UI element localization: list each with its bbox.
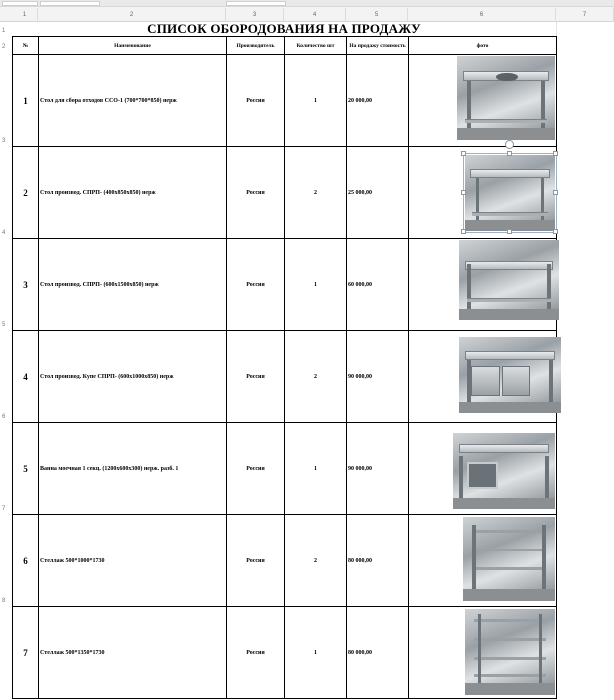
cell-price[interactable]: 20 000,00 <box>347 55 409 147</box>
table-with-waste-hole-photo[interactable] <box>457 56 555 140</box>
cell-num[interactable]: 7 <box>13 607 39 699</box>
cell-price[interactable]: 90 000,00 <box>347 423 409 515</box>
row-number[interactable]: 7 <box>2 506 6 512</box>
resize-handle[interactable] <box>461 190 466 195</box>
row-number[interactable]: 4 <box>2 230 6 236</box>
cell-origin[interactable]: Россия <box>227 515 285 607</box>
cell-price[interactable]: 90 000,00 <box>347 331 409 423</box>
resize-handle[interactable] <box>507 151 512 156</box>
cell-origin[interactable]: Россия <box>227 55 285 147</box>
cell-num[interactable]: 1 <box>13 55 39 147</box>
header-num[interactable]: № <box>13 37 39 55</box>
column-letter[interactable]: 5 <box>346 8 408 22</box>
steel-rack-photo[interactable] <box>463 517 555 601</box>
tall-steel-rack-photo[interactable] <box>465 609 555 695</box>
header-name[interactable]: Наименование <box>39 37 227 55</box>
cell-name[interactable]: Стеллаж 500*1350*1730 <box>39 607 227 699</box>
toolbar-segment[interactable] <box>226 1 286 6</box>
toolbar-segment[interactable] <box>2 1 38 6</box>
table-row <box>13 423 557 515</box>
column-letter[interactable]: 2 <box>38 8 226 22</box>
resize-handle[interactable] <box>507 229 512 234</box>
cell-qty[interactable]: 1 <box>285 607 347 699</box>
cell-qty[interactable]: 2 <box>285 331 347 423</box>
table-row <box>13 515 557 607</box>
cell-photo[interactable] <box>409 147 557 239</box>
column-letter[interactable]: 3 <box>226 8 284 22</box>
cell-name[interactable]: Стол производ. Купе СПРП- (600х1000х850) нерж <box>39 331 227 423</box>
row-number[interactable]: 2 <box>2 44 6 50</box>
table-row <box>13 607 557 699</box>
cell-qty[interactable]: 1 <box>285 423 347 515</box>
column-header-bar <box>0 0 614 22</box>
cell-qty[interactable]: 2 <box>285 515 347 607</box>
cell-price[interactable]: 80 000,00 <box>347 515 409 607</box>
equipment-table <box>12 36 557 699</box>
cell-photo[interactable] <box>409 239 557 331</box>
cell-num[interactable]: 6 <box>13 515 39 607</box>
resize-handle[interactable] <box>461 229 466 234</box>
cell-qty[interactable]: 1 <box>285 239 347 331</box>
cell-origin[interactable]: Россия <box>227 239 285 331</box>
cell-origin[interactable]: Россия <box>227 607 285 699</box>
table-row <box>13 55 557 147</box>
cabinet-table-photo[interactable] <box>459 337 561 413</box>
cell-photo[interactable] <box>409 55 557 147</box>
cell-price[interactable]: 80 000,00 <box>347 607 409 699</box>
row-number[interactable]: 3 <box>2 138 6 144</box>
column-letter[interactable]: 1 <box>12 8 38 22</box>
table-row <box>13 239 557 331</box>
wash-sink-photo[interactable] <box>453 433 555 509</box>
cell-origin[interactable]: Россия <box>227 423 285 515</box>
row-number[interactable]: 8 <box>2 598 6 604</box>
row-number[interactable]: 6 <box>2 414 6 420</box>
cell-qty[interactable]: 1 <box>285 55 347 147</box>
table-header-row <box>13 37 557 55</box>
row-number[interactable]: 1 <box>2 28 6 34</box>
cell-num[interactable]: 2 <box>13 147 39 239</box>
rotate-handle-icon[interactable] <box>505 140 514 149</box>
resize-handle[interactable] <box>553 190 558 195</box>
column-letter[interactable]: 4 <box>284 8 346 22</box>
cell-origin[interactable]: Россия <box>227 331 285 423</box>
cell-qty[interactable]: 2 <box>285 147 347 239</box>
resize-handle[interactable] <box>553 151 558 156</box>
column-letter[interactable]: 7 <box>556 8 614 22</box>
header-origin[interactable]: Производитель <box>227 37 285 55</box>
resize-handle[interactable] <box>461 151 466 156</box>
resize-handle[interactable] <box>553 229 558 234</box>
cell-photo[interactable] <box>409 423 557 515</box>
page-title[interactable]: СПИСОК ОБОРОДОВАНИЯ НА ПРОДАЖУ <box>147 21 421 36</box>
cell-name[interactable]: Стол производ. СПРП- (400х850х850) нерж <box>39 147 227 239</box>
cell-photo[interactable] <box>409 515 557 607</box>
long-steel-table-photo[interactable] <box>459 240 559 320</box>
toolbar-segment[interactable] <box>40 1 100 6</box>
table-row <box>13 147 557 239</box>
cell-name[interactable]: Стеллаж 500*1000*1730 <box>39 515 227 607</box>
header-price[interactable]: На продажу стоимость <box>347 37 409 55</box>
cell-origin[interactable]: Россия <box>227 147 285 239</box>
cell-price[interactable]: 60 000,00 <box>347 239 409 331</box>
cell-photo[interactable] <box>409 607 557 699</box>
cell-num[interactable]: 3 <box>13 239 39 331</box>
image-selection-frame[interactable] <box>463 153 557 233</box>
cell-name[interactable]: Стол для сбора отходов ССО-1 (700*700*850) нерж <box>39 55 227 147</box>
column-letter[interactable]: 6 <box>408 8 556 22</box>
cell-name[interactable]: Стол производ. СПРП- (600х1500х850) нерж <box>39 239 227 331</box>
cell-num[interactable]: 4 <box>13 331 39 423</box>
cell-photo[interactable] <box>409 331 557 423</box>
cell-name[interactable]: Ванна моечная 1 секц. (1200х600х300) нерж. разб. 1 <box>39 423 227 515</box>
header-photo[interactable]: фото <box>409 37 557 55</box>
table-row <box>13 331 557 423</box>
toolbar-strip <box>0 0 614 7</box>
cell-price[interactable]: 25 000,00 <box>347 147 409 239</box>
header-qty[interactable]: Количество шт <box>285 37 347 55</box>
cell-num[interactable]: 5 <box>13 423 39 515</box>
row-number[interactable]: 5 <box>2 322 6 328</box>
